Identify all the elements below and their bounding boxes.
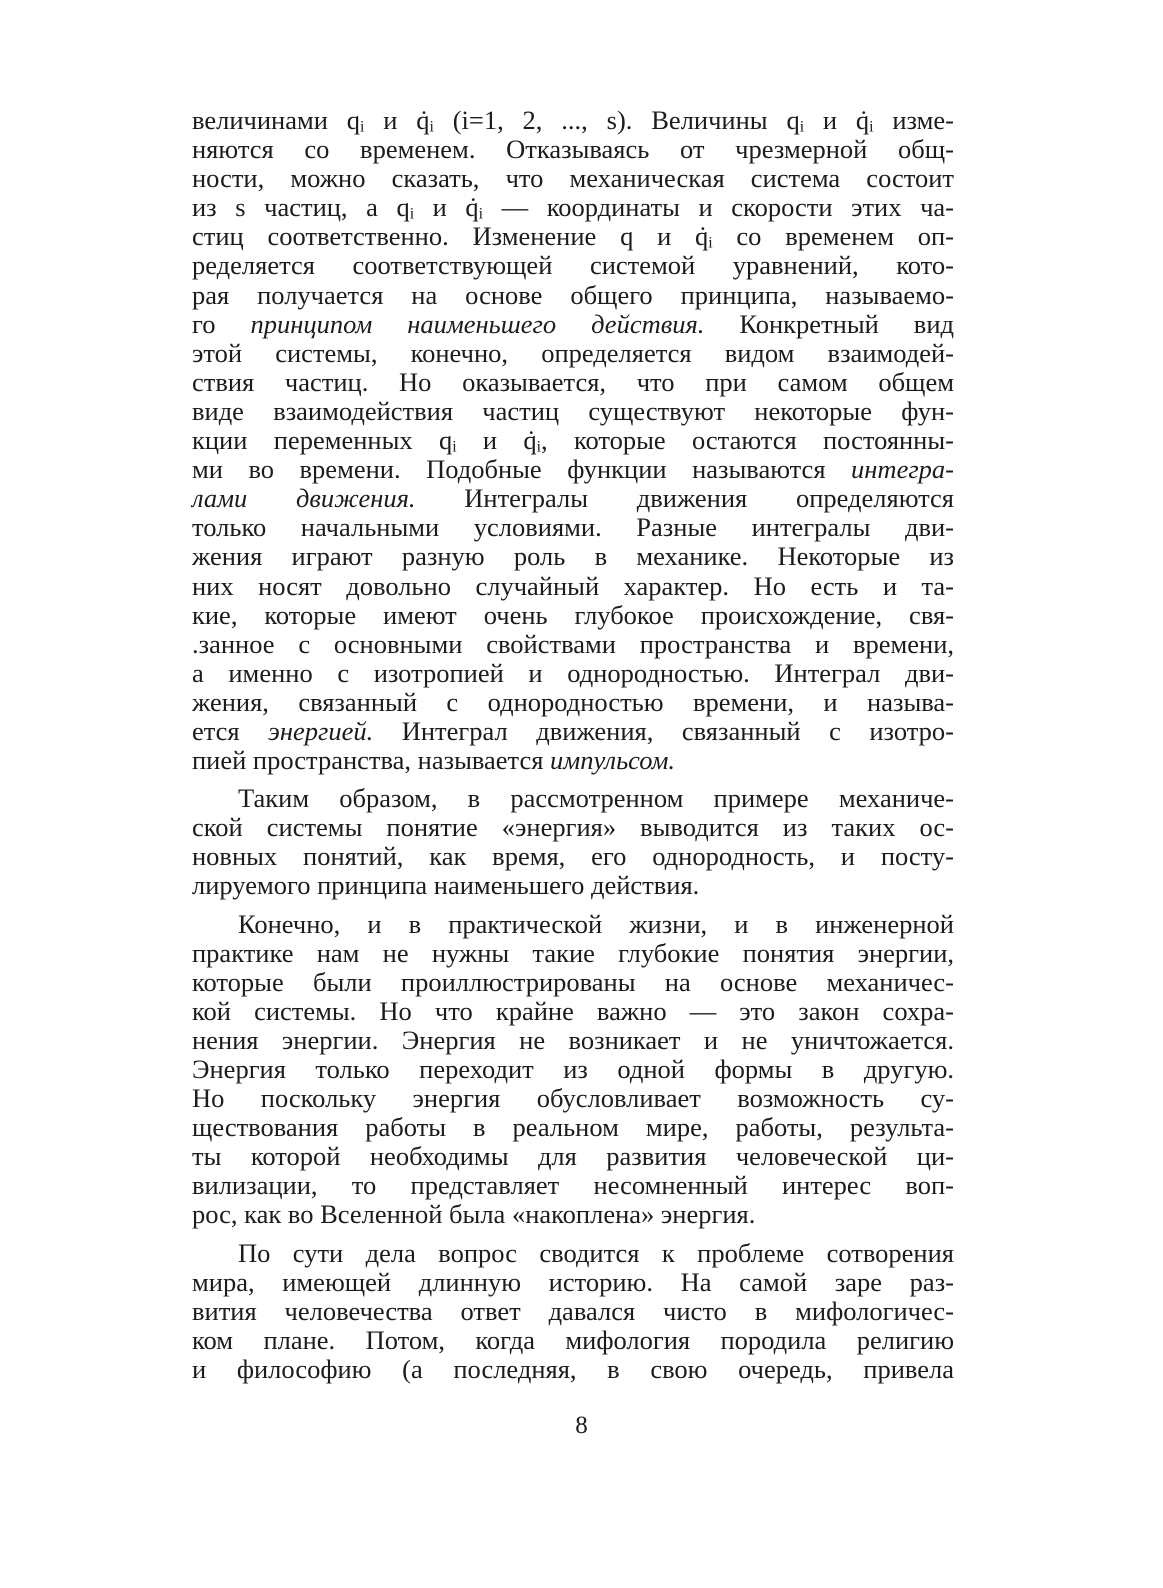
paragraph <box>192 784 954 900</box>
text-line: них носят довольно случайный характер. Но есть и та- <box>192 570 954 601</box>
text-line: Но поскольку энергия обусловливает возможность су- <box>192 1083 954 1114</box>
text-line: нения энергии. Энергия не возникает и не уничтожается. <box>192 1024 954 1055</box>
text-line: жения играют разную роль в механике. Некоторые из <box>192 541 954 572</box>
text-line: .занное с основными свойствами пространства и времени, <box>192 628 954 659</box>
text-line: кции переменных qᵢ и q̇ᵢ, которые остаются постоянны- <box>192 425 954 456</box>
text-line: и философию (а последняя, в свою очередь, привела <box>192 1353 954 1384</box>
text-line: По сути дела вопрос сводится к проблеме сотворения <box>238 1237 954 1268</box>
text-line: рос, как во Вселенной была «накоплена» энергия. <box>192 1199 756 1230</box>
text-line: Конечно, и в практической жизни, и в инженерной <box>238 908 954 939</box>
paragraph <box>192 910 954 1230</box>
text-line: няются со временем. Отказываясь от чрезмерной общ- <box>192 134 954 165</box>
text-line: кой системы. Но что крайне важно — это закон сохра- <box>192 995 954 1026</box>
text-line: кие, которые имеют очень глубокое происхождение, свя- <box>192 599 954 630</box>
text-line: ствия частиц. Но оказывается, что при самом общем <box>192 366 954 397</box>
text-line: ми во времени. Подобные функции называются интегра- <box>192 454 954 485</box>
text-line: лируемого принципа наименьшего действия. <box>192 870 700 901</box>
text-line: вития человечества ответ давался чисто в мифологичес- <box>192 1295 954 1326</box>
text-line: практике нам не нужны такие глубокие понятия энергии, <box>192 937 954 968</box>
text-line: ской системы понятие «энергия» выводится из таких ос- <box>192 812 954 843</box>
text-line: Таким образом, в рассмотренном примере механиче- <box>238 783 954 814</box>
text-line: жения, связанный с однородностью времени, и называ- <box>192 686 954 717</box>
text-line: рая получается на основе общего принципа, называемо- <box>192 279 954 310</box>
paragraph <box>192 1239 954 1384</box>
text-line: пией пространства, называется импульсом. <box>192 745 676 776</box>
text-line: виде взаимодействия частиц существуют некоторые фун- <box>192 395 954 426</box>
text-line: этой системы, конечно, определяется видом взаимодей- <box>192 337 954 368</box>
text-line: го принципом наименьшего действия. Конкретный вид <box>192 308 954 339</box>
text-line: стиц соответственно. Изменение q и q̇ᵢ со временем оп- <box>192 221 954 252</box>
text-line: лами движения. Интегралы движения определяются <box>192 483 954 514</box>
text-line: мира, имеющей длинную историю. На самой заре раз- <box>192 1266 954 1297</box>
text-line: ществования работы в реальном мире, работы, результа- <box>192 1112 954 1143</box>
text-line: только начальными условиями. Разные интегралы дви- <box>192 512 954 543</box>
text-line: ком плане. Потом, когда мифология породила религию <box>192 1324 954 1355</box>
text-line: Энергия только переходит из одной формы в другую. <box>192 1054 954 1084</box>
text-line: ется энергией. Интеграл движения, связанный с изотро- <box>192 715 954 746</box>
text-line: величинами qᵢ и q̇ᵢ (i=1, 2, ..., s). Величины qᵢ и q̇ᵢ изме- <box>192 105 954 135</box>
text-line: которые были проиллюстрированы на основе механичес- <box>192 966 954 997</box>
text-line: вилизации, то представляет несомненный интерес воп- <box>192 1170 954 1201</box>
text-line: ности, можно сказать, что механическая система состоит <box>192 163 954 194</box>
text-line: а именно с изотропией и однородностью. Интеграл дви- <box>192 657 954 688</box>
paragraph <box>192 106 954 775</box>
document-page <box>192 106 954 1384</box>
text-line: ределяется соответствующей системой уравнений, кото- <box>192 250 954 281</box>
text-line: новных понятий, как время, его однородность, и посту- <box>192 841 954 872</box>
text-line: из s частиц, а qᵢ и q̇ᵢ — координаты и скорости этих ча- <box>192 192 954 223</box>
text-line: ты которой необходимы для развития человеческой ци- <box>192 1141 954 1172</box>
page-number: 8 <box>575 1412 588 1439</box>
